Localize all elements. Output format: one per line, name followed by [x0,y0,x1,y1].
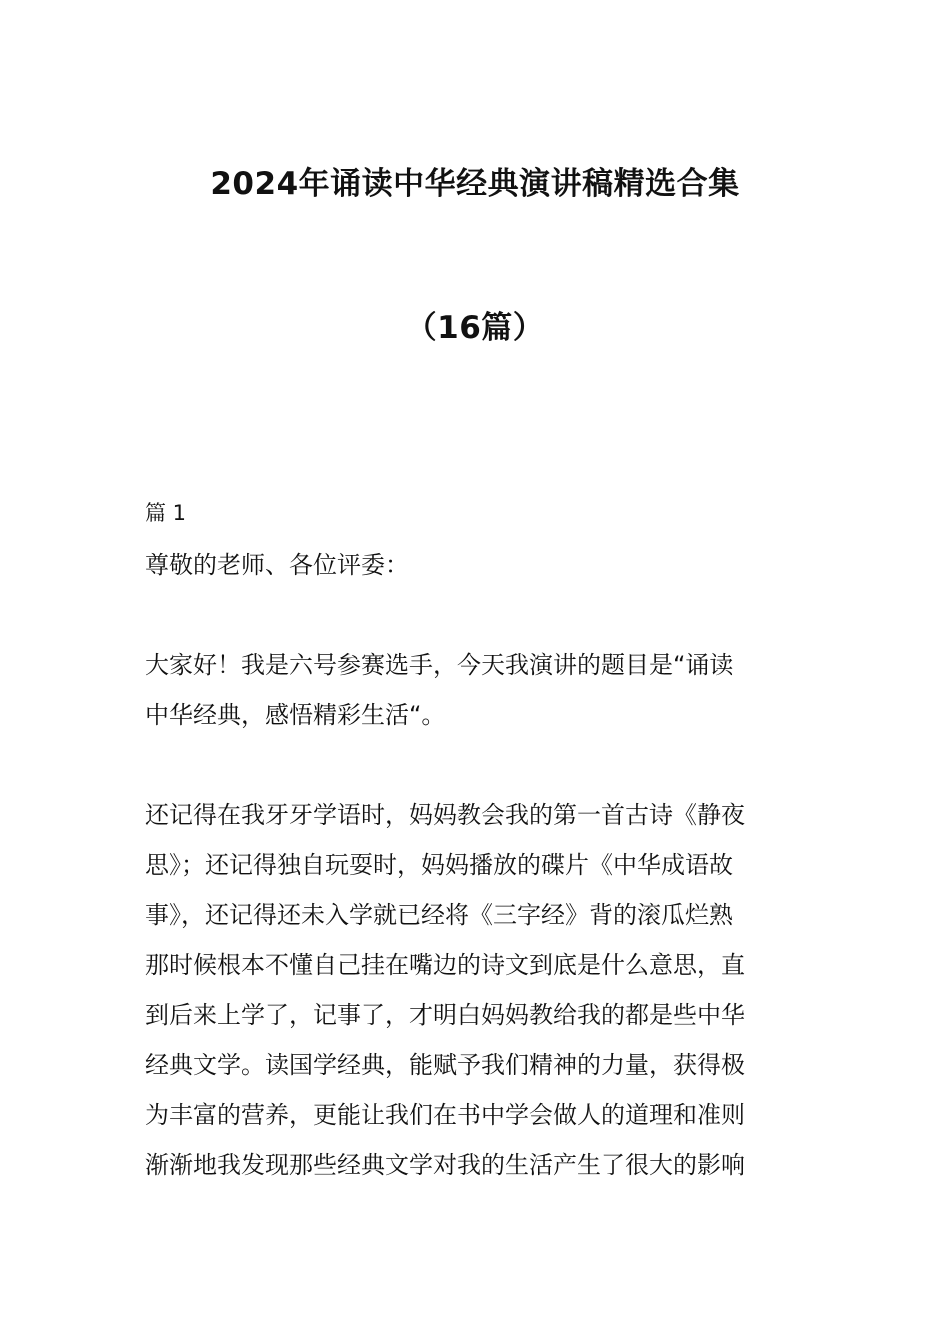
paragraph-line: 到后来上学了，记事了，才明白妈妈教给我的都是些中华 [145,1001,745,1029]
paragraph-line: 还记得在我牙牙学语时，妈妈教会我的第一首古诗《静夜 [145,801,745,829]
document-subtitle: （16篇） [405,310,545,346]
salutation: 尊敬的老师、各位评委： [145,551,409,579]
section-label: 篇 1 [145,501,187,525]
paragraph-line: 为丰富的营养，更能让我们在书中学会做人的道理和准则 [145,1101,745,1129]
document-title: 2024年诵读中华经典演讲稿精选合集 [210,166,740,202]
paragraph-line: 经典文学。读国学经典，能赋予我们精神的力量，获得极 [145,1051,745,1079]
paragraph-line: 大家好！我是六号参赛选手，今天我演讲的题目是“诵读 [145,651,734,679]
paragraph-line: 渐渐地我发现那些经典文学对我的生活产生了很大的影响 [145,1151,745,1179]
paragraph-line: 中华经典，感悟精彩生活“。 [145,701,446,729]
paragraph-line: 事》，还记得还未入学就已经将《三字经》背的滚瓜烂熟 [145,901,733,929]
paragraph-line: 那时候根本不懂自己挂在嘴边的诗文到底是什么意思，直 [145,951,745,979]
paragraph-line: 思》；还记得独自玩耍时，妈妈播放的碟片《中华成语故 [145,851,733,879]
